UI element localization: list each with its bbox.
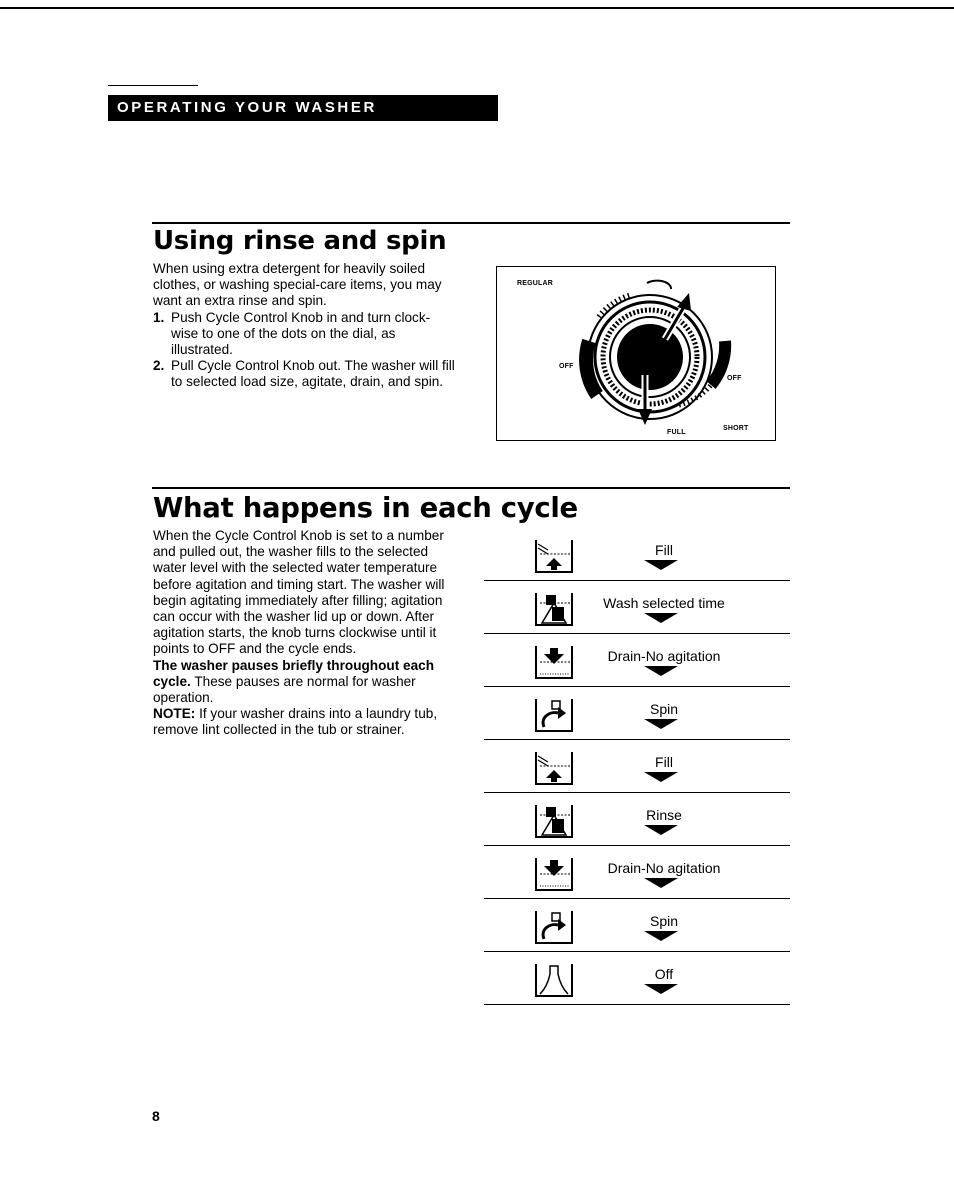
down-arrow-icon: [644, 825, 678, 835]
cycle-step-label: Wash selected time: [603, 595, 725, 611]
step-text: Push Cycle Control Knob in and turn clock-wise to one of the dots on the dial, as illustrated.: [171, 309, 431, 358]
dial-label-full: FULL: [667, 429, 686, 436]
note-paragraph: [153, 706, 459, 738]
dial-label-regular: REGULAR: [517, 280, 554, 287]
top-rule: [0, 7, 954, 9]
cycle-control-knob-icon: [497, 267, 777, 442]
dial-label-short: SHORT: [723, 425, 749, 432]
rinse-text: [153, 261, 455, 391]
down-arrow-icon: [644, 772, 678, 782]
fill-icon: [532, 748, 576, 788]
cycle-step-label: Drain-No agitation: [607, 860, 721, 876]
off-icon: [532, 960, 576, 1000]
cycle-step-label: Fill: [655, 754, 673, 770]
cycle-step-label: Fill: [655, 542, 673, 558]
cycle-step-label: Rinse: [646, 807, 682, 823]
down-arrow-icon: [644, 931, 678, 941]
cycle-step-row: [484, 581, 790, 634]
rinse-intro: When using extra detergent for heavily soiled clothes, or washing special-care items, you may want an extra rinse and spin.: [153, 261, 442, 309]
cycle-step-row: [484, 528, 790, 581]
down-arrow-icon: [644, 666, 678, 676]
cycle-step-row: [484, 793, 790, 846]
cycle-section-rule: [152, 487, 790, 489]
cycle-step-row: [484, 634, 790, 687]
section-banner: OPERATING YOUR WASHER: [108, 95, 498, 121]
cycle-paragraph: When the Cycle Control Knob is set to a number and pulled out, the washer fills to the selected water level with the selected water temperature before agitation and timing start. The washer will begin agitating immediately after filling; agitation can occur with the washer lid up or down. After agitation starts, the knob turns clockwise until it points to OFF and the cycle ends.: [153, 528, 445, 657]
spin-icon: [532, 907, 576, 947]
cycle-step-label: Spin: [649, 913, 679, 929]
drain-icon: [532, 642, 576, 682]
down-arrow-icon: [644, 719, 678, 729]
pause-paragraph: [153, 658, 459, 707]
cycle-step-row: [484, 687, 790, 740]
down-arrow-icon: [644, 878, 678, 888]
cycle-step-label: Spin: [649, 701, 679, 717]
down-arrow-icon: [644, 984, 678, 994]
cycle-text: [153, 528, 459, 739]
fill-icon: [532, 536, 576, 576]
cycle-heading: What happens in each cycle: [153, 492, 578, 524]
cycle-dial-illustration: [496, 266, 776, 441]
wash-icon: [532, 589, 576, 629]
step-number: 2.: [153, 358, 165, 374]
cycle-step-label: Drain-No agitation: [607, 648, 721, 664]
note-text: If your washer drains into a laundry tub, remove lint collected in the tub or strainer.: [153, 706, 438, 738]
spin-icon: [532, 695, 576, 735]
cycle-step-row: [484, 740, 790, 793]
rinse-step-2: [153, 358, 455, 390]
dial-label-off-left: OFF: [559, 363, 574, 370]
drain-icon: [532, 854, 576, 894]
note-label: NOTE:: [153, 706, 196, 722]
rinse-heading: Using rinse and spin: [153, 226, 447, 256]
dial-label-off-right: OFF: [727, 375, 742, 382]
pause-rest: These pauses are normal for washer operation.: [153, 673, 416, 706]
step-number: 1.: [153, 309, 165, 325]
down-arrow-icon: [644, 560, 678, 570]
rinse-steps: [153, 310, 455, 391]
cycle-step-label: Off: [654, 966, 674, 982]
pause-bold: The washer pauses briefly throughout each cycle.: [153, 657, 434, 689]
banner-rule: [108, 85, 198, 86]
down-arrow-icon: [644, 613, 678, 623]
cycle-step-row: [484, 899, 790, 952]
rinse-step-1: [153, 310, 455, 359]
cycle-step-row: [484, 846, 790, 899]
rinse-section-rule: [152, 222, 790, 224]
page-number: 8: [152, 1108, 160, 1124]
rinse-icon: [532, 801, 576, 841]
cycle-step-row: [484, 952, 790, 1005]
row-divider: [484, 1004, 790, 1006]
step-text: Pull Cycle Control Knob out. The washer will fill to selected load size, agitate, drain, and spin.: [171, 358, 455, 390]
